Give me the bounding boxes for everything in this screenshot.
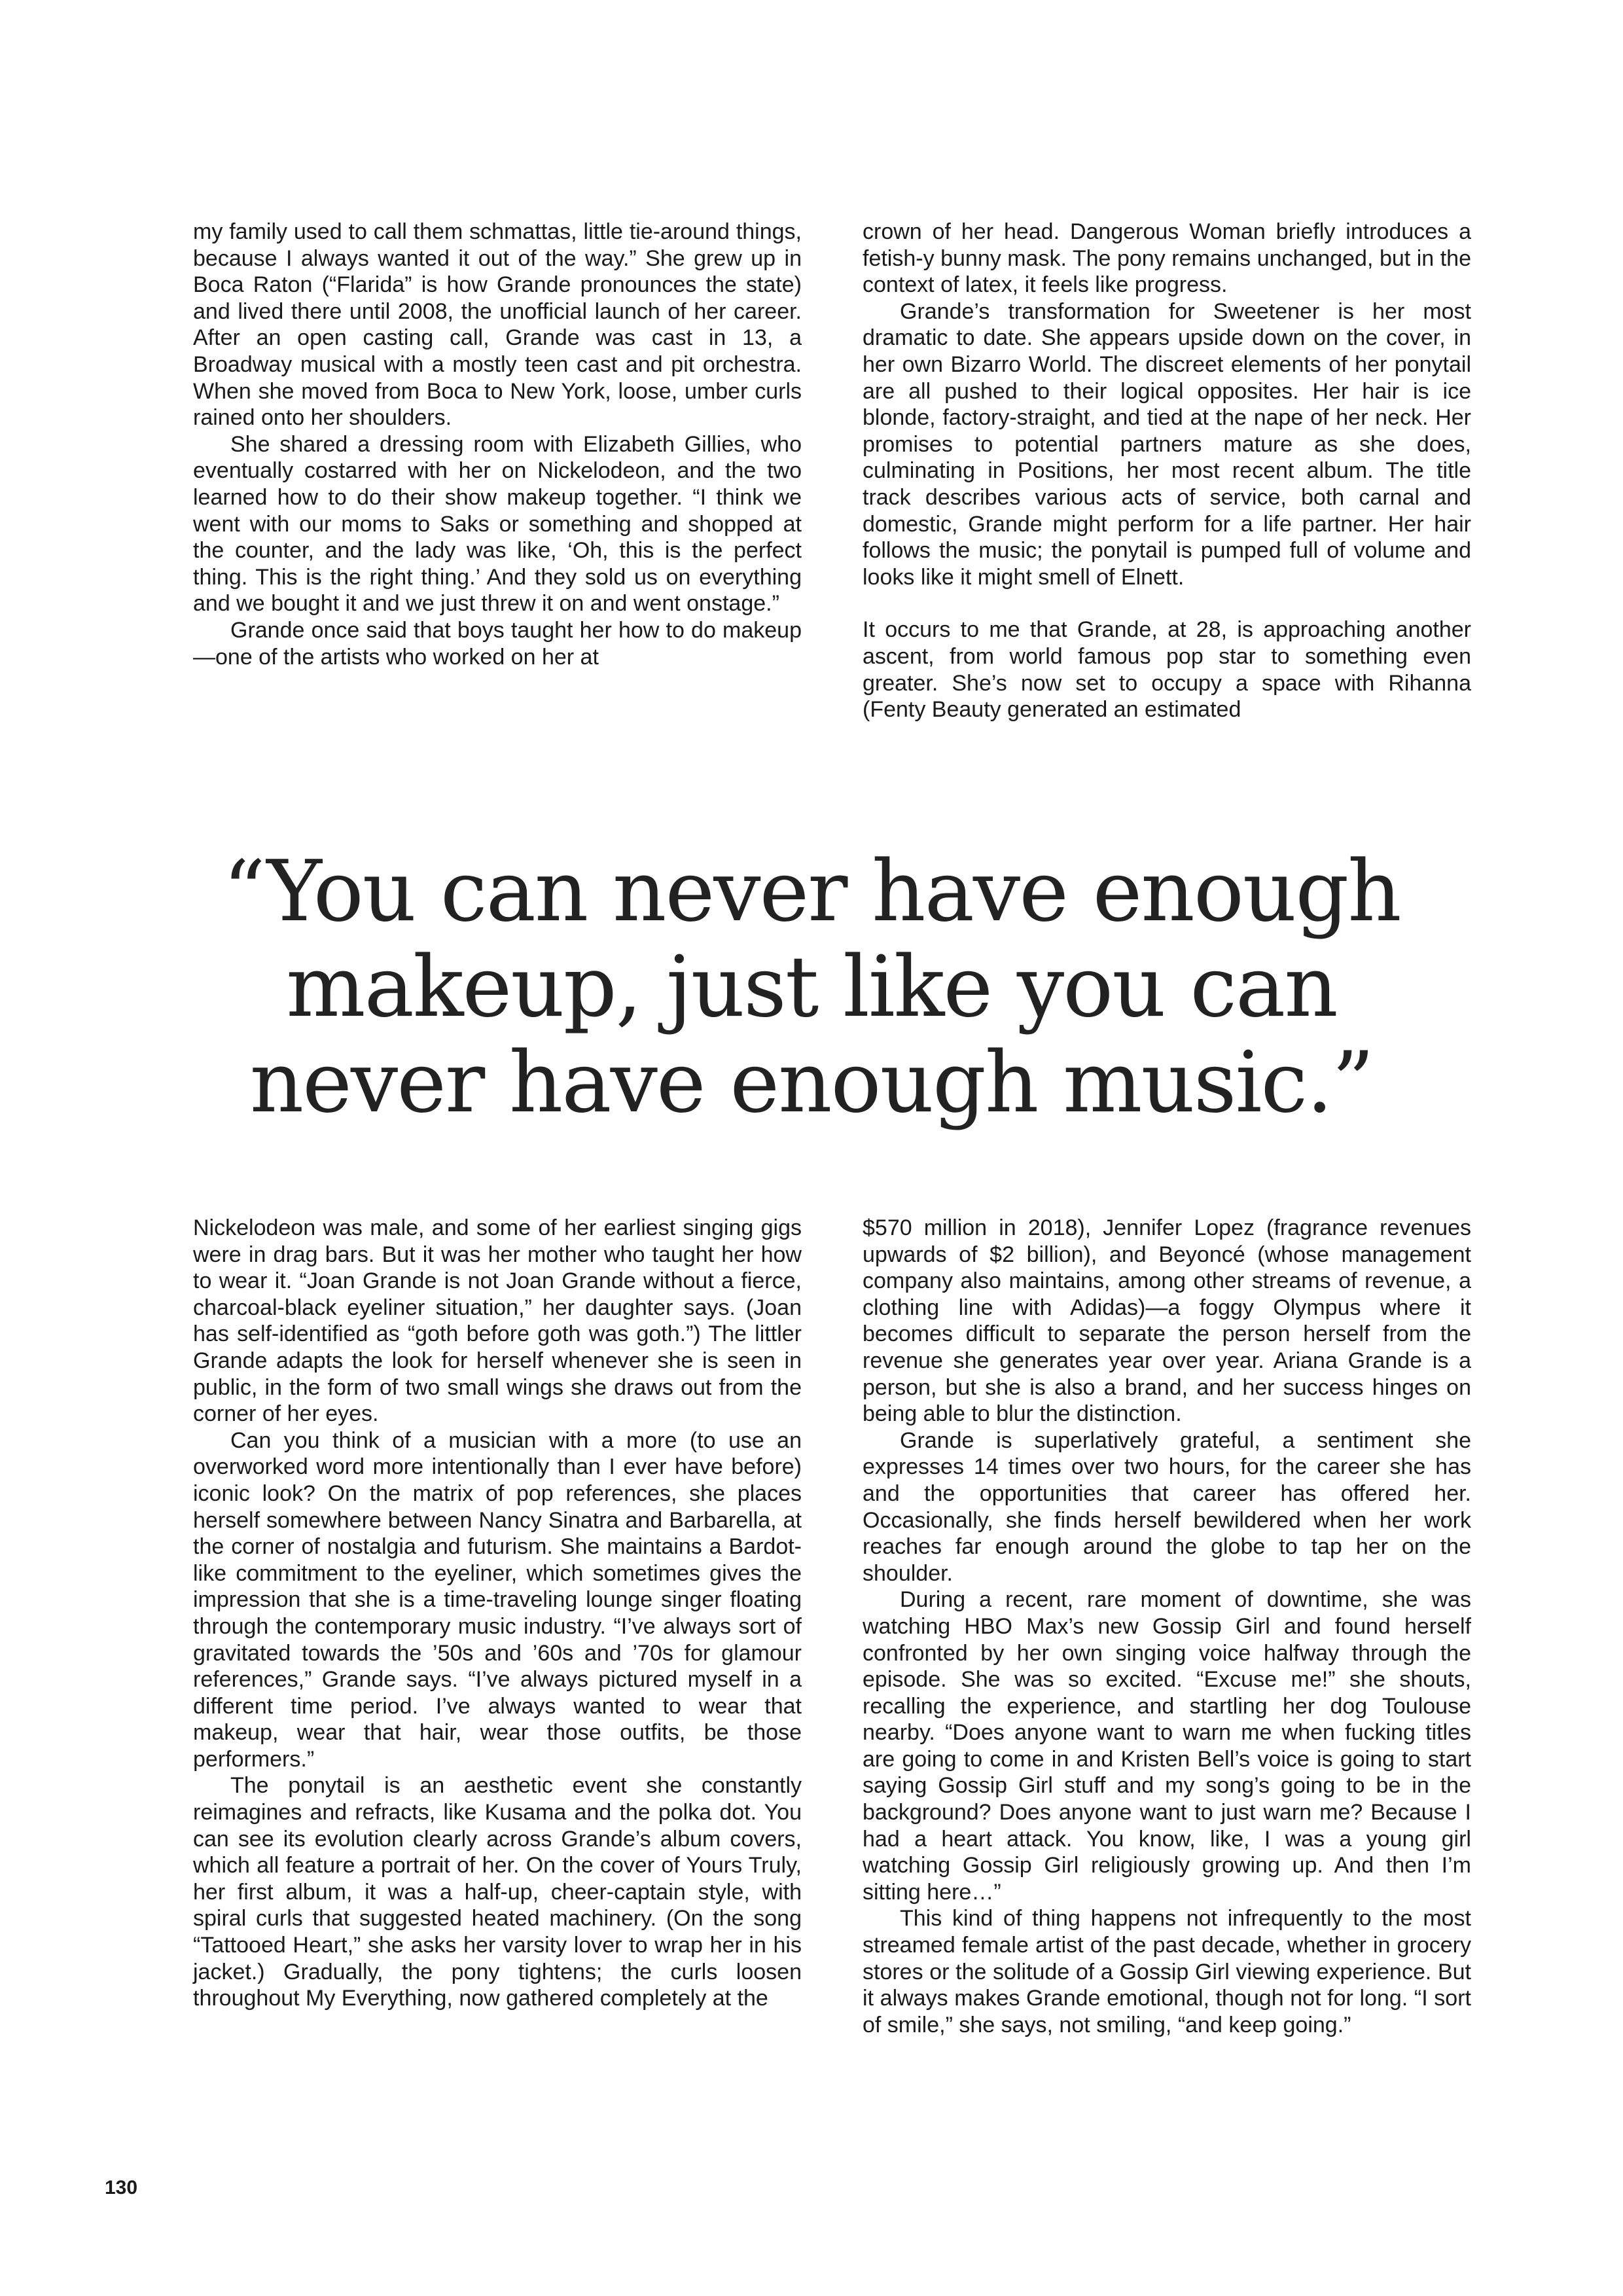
paragraph: crown of her head. Dangerous Woman briefly introduces a fetish-y bunny mask. The pony remains unchanged, but in the context of latex, it feels like progress.: [863, 219, 1471, 298]
pull-quote: “You can never have enough makeup, just like you can never have enough music.”: [223, 843, 1400, 1132]
paragraph: $570 million in 2018), Jennifer Lopez (fragrance revenues upwards of $2 billion), and Beyoncé (whose management company also maintains, among other streams of revenue, a clothing line with Adidas)—a foggy Olympus where it becomes difficult to separate the person herself from the revenue she generates year over year. Ariana Grande is a person, but she is also a brand, and her success hinges on being able to blur the distinction.: [863, 1215, 1471, 1427]
article-column-bottom-right: [863, 1215, 1471, 2038]
paragraph: my family used to call them schmattas, little tie-around things, because I always wanted it out of the way.” She grew up in Boca Raton (“Flarida” is how Grande pronounces the state) and lived there until 2008, the unofficial launch of her career. After an open casting call, Grande was cast in 13, a Broadway musical with a mostly teen cast and pit orchestra. When she moved from Boca to New York, loose, umber curls rained onto her shoulders.: [193, 219, 802, 431]
paragraph: During a recent, rare moment of downtime, she was watching HBO Max’s new Gossip Girl and found herself confronted by her own singing voice halfway through the episode. She was so excited. “Excuse me!” she shouts, recalling the experience, and startling her dog Toulouse nearby. “Does anyone want to warn me when fucking titles are going to come in and Kristen Bell’s voice is going to start saying Gossip Girl stuff and my song’s going to be in the background? Does anyone want to just warn me? Because I had a heart attack. You know, like, I was a young girl watching Gossip Girl religiously growing up. And then I’m sitting here…”: [863, 1587, 1471, 1905]
article-column-bottom-left: [193, 1215, 802, 2012]
paragraph: The ponytail is an aesthetic event she constantly reimagines and refracts, like Kusama and the polka dot. You can see its evolution clearly across Grande’s album covers, which all feature a portrait of her. On the cover of Yours Truly, her first album, it was a half-up, cheer-captain style, with spiral curls that suggested heated machinery. (On the song “Tattooed Heart,” she asks her varsity lover to wrap her in his jacket.) Gradually, the pony tightens; the curls loosen throughout My Everything, now gathered completely at the: [193, 1773, 802, 2011]
paragraph: Can you think of a musician with a more (to use an overworked word more intentionally than I ever have before) iconic look? On the matrix of pop references, she places herself somewhere between Nancy Sinatra and Barbarella, at the corner of nostalgia and futurism. She maintains a Bardot-like commitment to the eyeliner, which sometimes gives the impression that she is a time-traveling lounge singer floating through the contemporary music industry. “I’ve always sort of gravitated towards the ’50s and ’60s and ’70s for glamour references,” Grande says. “I’ve always pictured myself in a different time period. I’ve always wanted to wear that makeup, wear that hair, wear those outfits, be those performers.”: [193, 1427, 802, 1772]
article-column-top-left: [193, 219, 802, 670]
paragraph: It occurs to me that Grande, at 28, is approaching another ascent, from world famous pop star to something even greater. She’s now set to occupy a space with Rihanna (Fenty Beauty generated an estimated: [863, 617, 1471, 723]
paragraph: This kind of thing happens not infrequently to the most streamed female artist of the past decade, whether in grocery stores or the solitude of a Gossip Girl viewing experience. But it always makes Grande emotional, though not for long. “I sort of smile,” she says, not smiling, “and keep going.”: [863, 1906, 1471, 2037]
paragraph: Grande once said that boys taught her how to do makeup—one of the artists who worked on her at: [193, 617, 802, 670]
paragraph: Grande’s transformation for Sweetener is her most dramatic to date. She appears upside down on the cover, in her own Bizarro World. The discreet elements of her ponytail are all pushed to their logical opposites. Her hair is ice blonde, factory-straight, and tied at the nape of her neck. Her promises to potential partners mature as she does, culminating in Positions, her most recent album. The title track describes various acts of service, both carnal and domestic, Grande might perform for a life partner. Her hair follows the music; the ponytail is pumped full of volume and looks like it might smell of Elnett.: [863, 298, 1471, 590]
paragraph: Nickelodeon was male, and some of her earliest singing gigs were in drag bars. But it was her mother who taught her how to wear it. “Joan Grande is not Joan Grande without a fierce, charcoal-black eyeliner situation,” her daughter says. (Joan has self-identified as “goth before goth was goth.”) The littler Grande adapts the look for herself whenever she is seen in public, in the form of two small wings she draws out from the corner of her eyes.: [193, 1215, 802, 1427]
article-column-top-right: [863, 219, 1471, 723]
page-number: 130: [105, 2177, 138, 2198]
paragraph: She shared a dressing room with Elizabeth Gillies, who eventually costarred with her on Nickelodeon, and the two learned how to do their show makeup together. “I think we went with our moms to Saks or something and shopped at the counter, and the lady was like, ‘Oh, this is the perfect thing. This is the right thing.’ And they sold us on everything and we bought it and we just threw it on and went onstage.”: [193, 431, 802, 617]
paragraph: Grande is superlatively grateful, a sentiment she expresses 14 times over two hours, for the career she has and the opportunities that career has offered her. Occasionally, she finds herself bewildered when her work reaches far enough around the globe to tap her on the shoulder.: [863, 1427, 1471, 1586]
